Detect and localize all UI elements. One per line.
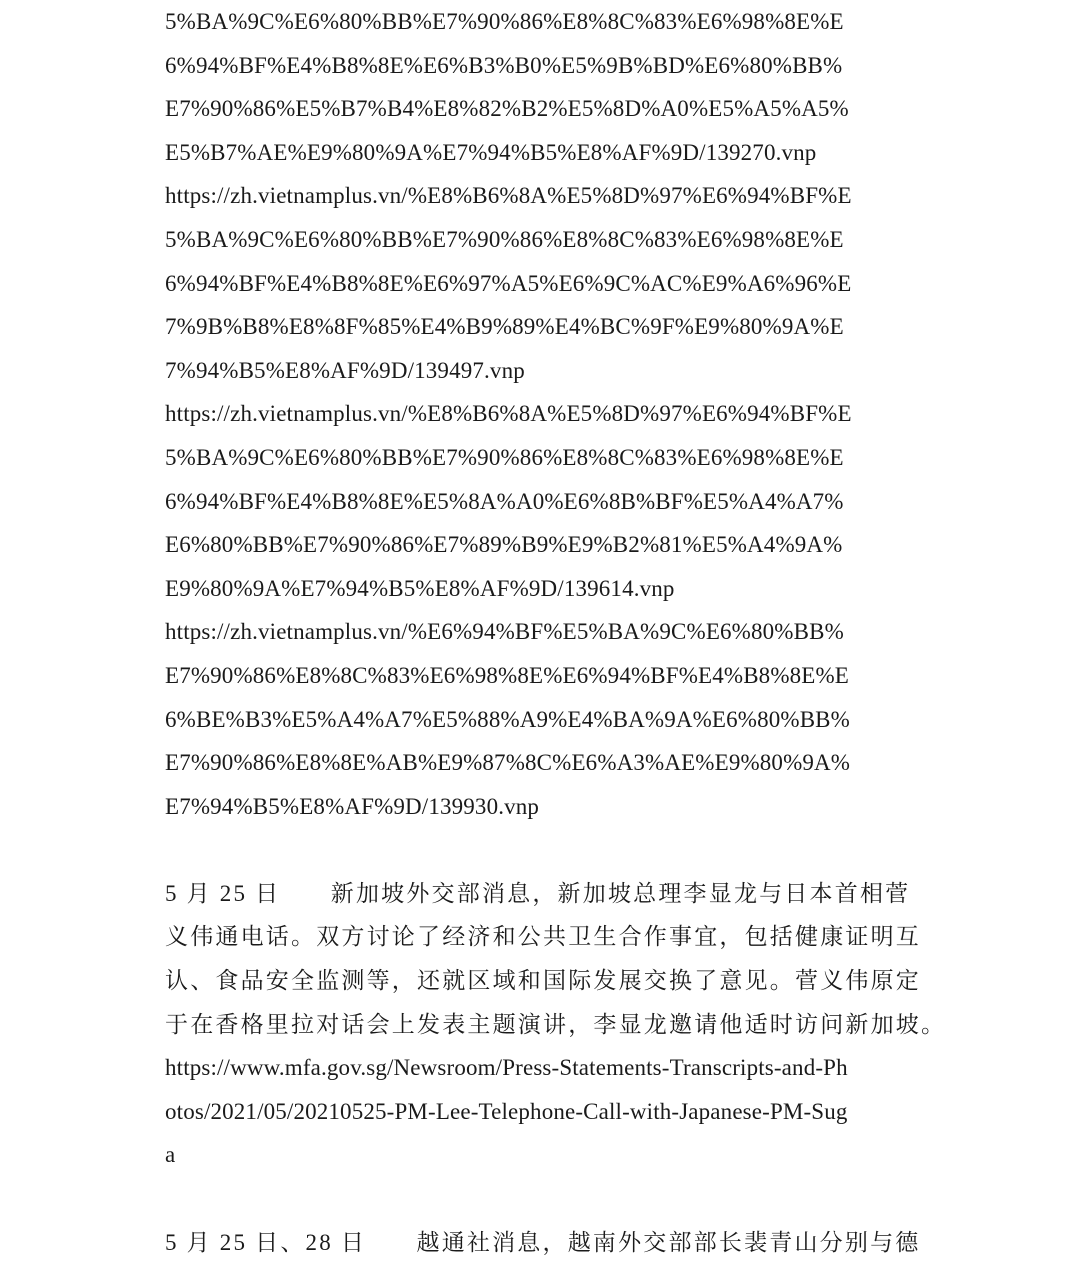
link-text-line[interactable]: E7%90%86%E5%B7%B4%E8%82%B2%E5%8D%A0%E5%A5%A5% [165,96,849,122]
entry-may-25-28 [165,1221,925,1264]
link-text-line[interactable]: 6%94%BF%E4%B8%8E%E6%97%A5%E6%9C%AC%E9%A6%96%E [165,270,852,296]
source-link-line[interactable]: otos/2021/05/20210525-PM-Lee-Telephone-Call-with-Japanese-PM-Sug [165,1098,848,1124]
link-text-line[interactable]: 7%9B%B8%E8%8F%85%E4%B9%89%E4%BC%9F%E9%80%9A%E [165,314,844,340]
link-text-line[interactable]: 6%94%BF%E4%B8%8E%E5%8A%A0%E6%8B%BF%E5%A4%A7% [165,488,844,514]
link-text-line[interactable]: https://zh.vietnamplus.vn/%E6%94%BF%E5%BA%9C%E6%80%BB% [165,619,844,645]
entry-text-line: 5 月 25 日、28 日 越通社消息，越南外交部部长裴青山分别与德 [165,1229,921,1255]
document-page [165,0,947,1264]
link-text-line[interactable]: 5%BA%9C%E6%80%BB%E7%90%86%E8%8C%83%E6%98%8E%E [165,226,844,252]
link-list-block [165,0,925,828]
link-text-line[interactable]: 5%BA%9C%E6%80%BB%E7%90%86%E8%8C%83%E6%98%8E%E [165,444,844,470]
paragraph-gap [165,1177,925,1221]
link-text-line[interactable]: E7%90%86%E8%8E%AB%E9%87%8C%E6%A3%AE%E9%80%9A% [165,750,851,776]
link-text-line[interactable]: E7%90%86%E8%8C%83%E6%98%8E%E6%94%BF%E4%B8%8E%E [165,662,849,688]
paragraph-gap [165,828,925,872]
link-text-line[interactable]: E7%94%B5%E8%AF%9D/139930.vnp [165,793,540,819]
link-text-line[interactable]: E6%80%BB%E7%90%86%E7%89%B9%E9%B2%81%E5%A4%9A% [165,532,843,558]
link-text-line[interactable]: https://zh.vietnamplus.vn/%E8%B6%8A%E5%8D%97%E6%94%BF%E [165,401,852,427]
link-text-line[interactable]: 6%BE%B3%E5%A4%A7%E5%88%A9%E4%BA%9A%E6%80%BB% [165,706,850,732]
entry-text-line: 5 月 25 日 新加坡外交部消息，新加坡总理李显龙与日本首相菅 [165,880,911,906]
entry-text-line: 认、食品安全监测等，还就区域和国际发展交换了意见。菅义伟原定 [165,968,921,994]
entry-text-line: 于在香格里拉对话会上发表主题演讲，李显龙邀请他适时访问新加坡。 [165,1011,947,1037]
link-text-line[interactable]: E9%80%9A%E7%94%B5%E8%AF%9D/139614.vnp [165,575,675,601]
source-link-line[interactable]: a [165,1142,176,1168]
link-text-line[interactable]: E5%B7%AE%E9%80%9A%E7%94%B5%E8%AF%9D/139270.vnp [165,139,817,165]
source-link-line[interactable]: https://www.mfa.gov.sg/Newsroom/Press-Statements-Transcripts-and-Ph [165,1055,848,1081]
link-text-line[interactable]: 5%BA%9C%E6%80%BB%E7%90%86%E8%8C%83%E6%98%8E%E [165,9,844,34]
entry-text-line: 义伟通电话。双方讨论了经济和公共卫生合作事宜，包括健康证明互 [165,924,921,950]
link-text-line[interactable]: 6%94%BF%E4%B8%8E%E6%B3%B0%E5%9B%BD%E6%80%BB% [165,52,843,78]
link-text-line[interactable]: https://zh.vietnamplus.vn/%E8%B6%8A%E5%8D%97%E6%94%BF%E [165,183,852,209]
entry-may-25 [165,872,947,1177]
link-text-line[interactable]: 7%94%B5%E8%AF%9D/139497.vnp [165,357,525,383]
